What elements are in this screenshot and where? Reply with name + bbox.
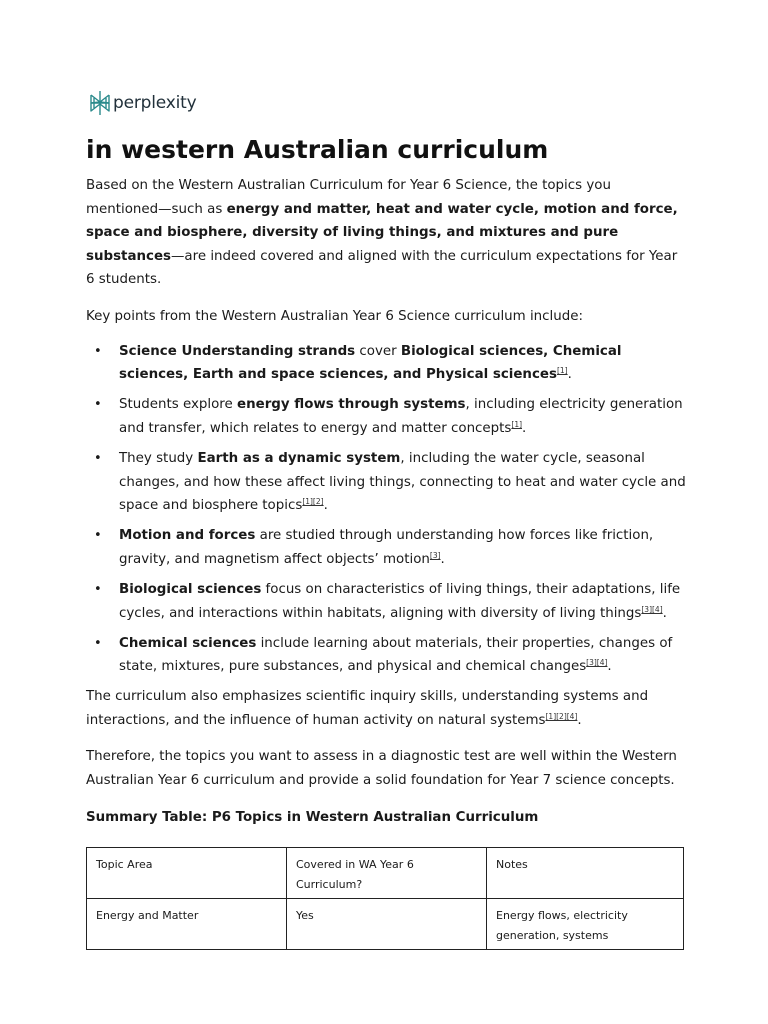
- table-header-row: [87, 848, 684, 899]
- list-item: • Biological sciences focus on characteristics of living things, their adaptations, life cycles, and interactions within habitats, aligning with diversity of living things[3][4].: [86, 578, 686, 625]
- bullet-icon: •: [94, 397, 102, 413]
- perplexity-logo: [89, 88, 686, 118]
- page-title: in western Australian curriculum: [86, 135, 549, 164]
- bullet-icon: •: [94, 450, 102, 466]
- citation-link[interactable]: [1][2]: [302, 497, 324, 507]
- logo-text: perplexity: [113, 93, 197, 113]
- curriculum-paragraph: The curriculum also emphasizes scientific inquiry skills, understanding systems and interactions, and the influence of human activity on natural systems[1][2][4].: [86, 689, 649, 728]
- table-row: [87, 899, 684, 950]
- table-header-cell: Topic Area: [87, 848, 287, 899]
- perplexity-logo-icon: [89, 90, 111, 116]
- citation-link[interactable]: [3][4]: [586, 658, 608, 668]
- citation-link[interactable]: [3][4]: [641, 604, 663, 614]
- table-header-cell: Notes: [487, 848, 684, 899]
- intro-paragraph: Based on the Western Australian Curriculum for Year 6 Science, the topics you mentioned—such as energy and matter, heat and water cycle, motion and force, space and biosphere, diversity of living things, and mixtures and pure substances—are indeed covered and aligned with the curriculum expectations for Year 6 students.: [86, 178, 678, 288]
- table-header-cell: Covered in WA Year 6 Curriculum?: [287, 848, 487, 899]
- citation-link[interactable]: [1]: [556, 366, 568, 376]
- bullet-icon: •: [94, 528, 102, 544]
- summary-table: [86, 847, 684, 950]
- table-cell: Energy and Matter: [87, 899, 287, 950]
- list-item: • Science Understanding strands cover Biological sciences, Chemical sciences, Earth and space sciences, and Physical sciences[1].: [86, 340, 686, 387]
- list-item: • Motion and forces are studied through understanding how forces like friction, gravity, and magnetism affect objects’ motion[3].: [86, 524, 686, 571]
- citation-link[interactable]: [1][2][4]: [545, 711, 578, 721]
- document-page: [86, 88, 686, 950]
- bullet-icon: •: [94, 581, 102, 597]
- keypoints-intro: Key points from the Western Australian Year 6 Science curriculum include:: [86, 308, 583, 324]
- list-item: • They study Earth as a dynamic system, including the water cycle, seasonal changes, and how these affect living things, connecting to heat and water cycle and space and biosphere topics[1][2].: [86, 447, 686, 518]
- list-item: • Chemical sciences include learning about materials, their properties, changes of state, mixtures, pure substances, and physical and chemical changes[3][4].: [86, 632, 686, 679]
- citation-link[interactable]: [1]: [511, 419, 523, 429]
- citation-link[interactable]: [3]: [429, 550, 441, 560]
- bullet-icon: •: [94, 635, 102, 651]
- bullet-icon: •: [94, 343, 102, 359]
- conclusion-paragraph: Therefore, the topics you want to assess in a diagnostic test are well within the Western Australian Year 6 curriculum and provide a solid foundation for Year 7 science concepts.: [86, 749, 677, 789]
- table-cell: Yes: [287, 899, 487, 950]
- keypoints-list: [86, 340, 686, 679]
- table-title: Summary Table: P6 Topics in Western Australian Curriculum: [86, 809, 539, 825]
- list-item: • Students explore energy flows through systems, including electricity generation and transfer, which relates to energy and matter concepts[1].: [86, 393, 686, 440]
- table-cell: Energy flows, electricity generation, systems: [487, 899, 684, 950]
